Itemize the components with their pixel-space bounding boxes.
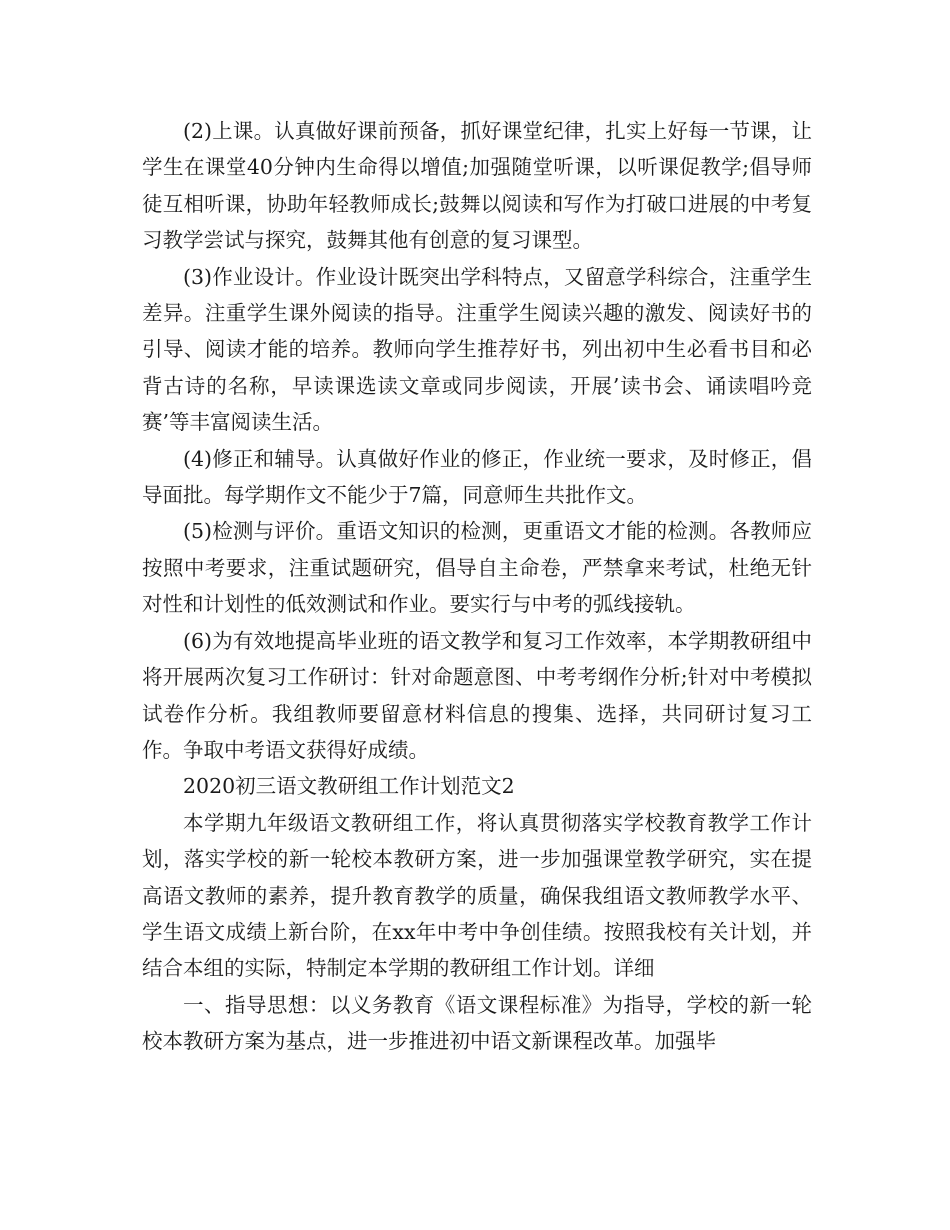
paragraph-guiding-ideology: 一、指导思想：以义务教育《语文课程标准》为指导，学校的新一轮校本教研方案为基点，进一步推进初中语文新课程改革。加强毕 bbox=[142, 992, 812, 1054]
document-body bbox=[142, 113, 812, 1060]
paragraph-intro: 本学期九年级语文教研组工作，将认真贯彻落实学校教育教学工作计划，落实学校的新一轮校本教研方案，进一步加强课堂教学研究，实在提高语文教师的素养，提升教育教学的质量，确保我组语文教师教学水平、学生语文成绩上新台阶，在xx年中考中争创佳绩。按照我校有关计划，并结合本组的实际，特制定本学期的教研组工作计划。详细 bbox=[142, 810, 812, 981]
paragraph-assessment: (5)检测与评价。重语文知识的检测，更重语文才能的检测。各教师应按照中考要求，注重试题研究，倡导自主命卷，严禁拿来考试，杜绝无针对性和计划性的低效测试和作业。要实行与中考的弧线接轨。 bbox=[142, 519, 812, 617]
paragraph-review-research: (6)为有效地提高毕业班的语文教学和复习工作效率，本学期教研组中将开展两次复习工作研讨：针对命题意图、中考考纲作分析;针对中考模拟试卷作分析。我组教师要留意材料信息的搜集、选择，共同研讨复习工作。争取中考语文获得好成绩。 bbox=[142, 628, 812, 762]
paragraph-lesson: (2)上课。认真做好课前预备，抓好课堂纪律，扎实上好每一节课，让学生在课堂40分钟内生命得以增值;加强随堂听课，以听课促教学;倡导师徒互相听课，协助年轻教师成长;鼓舞以阅读和写作为打破口进展的中考复习教学尝试与探究，鼓舞其他有创意的复习课型。 bbox=[142, 119, 812, 253]
paragraph-homework-design: (3)作业设计。作业设计既突出学科特点，又留意学科综合，注重学生差异。注重学生课外阅读的指导。注重学生阅读兴趣的激发、阅读好书的引导、阅读才能的培养。教师向学生推荐好书，列出初中生必看书目和必背古诗的名称，早读课选读文章或同步阅读，开展’读书会、诵读唱吟竞赛’等丰富阅读生活。 bbox=[142, 264, 812, 435]
section-heading: 2020初三语文教研组工作计划范文2 bbox=[183, 774, 515, 799]
paragraph-correction: (4)修正和辅导。认真做好作业的修正，作业统一要求，及时修正，倡导面批。每学期作文不能少于7篇，同意师生共批作文。 bbox=[142, 446, 812, 508]
